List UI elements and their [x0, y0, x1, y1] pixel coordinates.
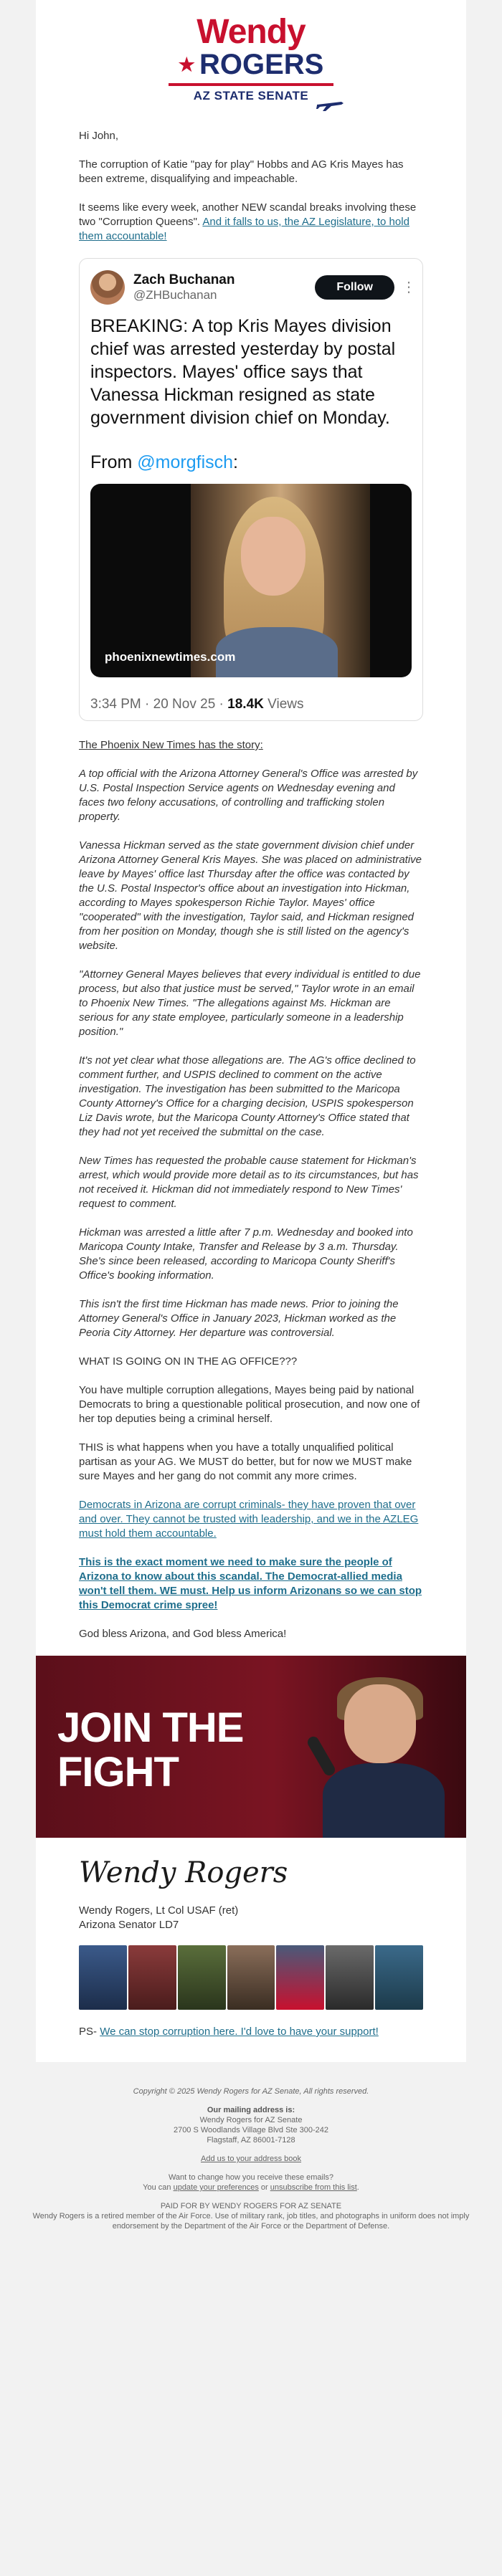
signer-title: Arizona Senator LD7	[79, 1919, 179, 1931]
from-handle-link[interactable]: @morgfisch	[137, 452, 234, 472]
speaker-photo	[308, 1677, 452, 1838]
banner-line-1: JOIN THE	[57, 1704, 244, 1751]
address-line: 2700 S Woodlands Village Blvd Ste 300-242	[173, 2126, 329, 2134]
democrats-corrupt-link[interactable]: Democrats in Arizona are corrupt criminals- they have proven that over and over. They cannot be trusted with leadership, and we in the AZLEG must hold them accountable.	[79, 1499, 419, 1540]
update-preferences-link[interactable]: update your preferences	[173, 2183, 259, 2192]
story-paragraph: It's not yet clear what those allegations are. The AG's office declined to comment further, and USPIS declined to comment on the active investigation. The investigation has been submitted to the Maricopa County Attorney's Office for a charging decision, USPIS spokesperson Liz Davis wrote, but the Maricopa County Attorney's Office stated that they had not yet received the submittal on the case.	[79, 1054, 416, 1138]
photo-thumbnail	[128, 1945, 176, 2010]
join-the-fight-banner[interactable]	[36, 1656, 466, 1838]
photo-thumbnail	[227, 1945, 275, 2010]
photo-strip	[79, 1945, 423, 2010]
change-question: Want to change how you receive these emails?	[168, 2173, 334, 2182]
follow-button[interactable]: Follow	[315, 275, 394, 300]
body-paragraph: THIS is what happens when you have a totally unqualified political partisan as your AG. We MUST do better, but for now we MUST make sure Mayes and her gang do not commit any more crimes.	[79, 1441, 412, 1482]
wendy-rogers-logo	[158, 14, 344, 115]
email-body	[36, 129, 466, 1641]
support-link[interactable]: We can stop corruption here. I'd love to have your support!	[100, 2026, 379, 2038]
story-paragraph: Hickman was arrested a little after 7 p.m. Wednesday and booked into Maricopa County Intake, Transfer and Release by 3 a.m. Thursday. She's since been released, according to Maricopa County Sheriff's Office's booking information.	[79, 1226, 413, 1282]
tweet-author-handle[interactable]: @ZHBuchanan	[133, 288, 217, 302]
intro-paragraph-2: It seems like every week, another NEW scandal breaks involving these two "Corruption Queens". And it falls to us, the AZ Legislature, to hold them accountable!	[79, 201, 417, 242]
signature-block	[36, 1838, 466, 1932]
unsubscribe-link[interactable]: unsubscribe from this list	[270, 2183, 357, 2192]
body-paragraph: WHAT IS GOING ON IN THE AG OFFICE???	[79, 1355, 298, 1368]
tweet-author-name[interactable]: Zach Buchanan	[133, 272, 235, 287]
logo-tagline: AZ STATE SENATE	[193, 89, 309, 102]
copyright: Copyright © 2025 Wendy Rogers for AZ Senate, All rights reserved.	[133, 2087, 369, 2096]
add-address-book-link[interactable]: Add us to your address book	[200, 2155, 302, 2163]
handwritten-signature: Wendy Rogers	[79, 1856, 288, 1889]
email-container	[36, 0, 466, 2062]
avatar[interactable]	[90, 270, 125, 305]
inform-arizonans-link[interactable]: This is the exact moment we need to make sure the people of Arizona to know about this scandal. The Democrat-allied media won't tell them. WE must. Help us inform Arizonans so we can stop this Democrat crime spree!	[79, 1556, 422, 1611]
military-disclaimer: Wendy Rogers is a retired member of the Air Force. Use of military rank, job titles, and photographs in uniform does not imply endorsement by the Department of the Air Force or the Department of Defense.	[32, 2212, 470, 2231]
tweet-timestamp[interactable]: 3:34 PM · 20 Nov 25 ·	[90, 697, 228, 712]
tweet-meta: 3:34 PM · 20 Nov 25 · 18.4K Views	[90, 697, 304, 712]
body-paragraph: You have multiple corruption allegations, Mayes being paid by national Democrats to bring a questionable political prosecution, and now one of her top deputies being a criminal herself.	[79, 1384, 420, 1425]
logo-name-first: Wendy	[196, 13, 306, 51]
photo-thumbnail	[375, 1945, 423, 2010]
photo-thumbnail	[79, 1945, 127, 2010]
photo-thumbnail	[178, 1945, 226, 2010]
more-icon[interactable]: ⋮	[402, 280, 416, 295]
story-paragraph: "Attorney General Mayes believes that every individual is entitled to due process, but also that justice must be served," Taylor wrote in an email to Phoenix New Times. "The allegations against Ms. Hickman are serious for any state employee, particularly someone in a leadership position."	[79, 968, 421, 1038]
postscript: PS- We can stop corruption here. I'd love to have your support!	[79, 2026, 379, 2038]
story-title: The Phoenix New Times has the story:	[79, 739, 263, 751]
story-paragraph: Vanessa Hickman served as the state government division chief under Arizona Attorney General Kris Mayes. She was placed on administrative leave by Mayes' office last Thursday after the office was contacted by the U.S. Postal Inspector's office about an investigation into Hickman, according to Mayes spokesperson Richie Taylor. Mayes' office "cooperated" with the investigation, Taylor said, and Hickman resigned from her position on Monday, though she is still listed on the agency's website.	[79, 839, 422, 952]
news-story	[79, 738, 423, 1340]
star-icon: ★	[178, 54, 195, 75]
closing-line: God bless Arizona, and God bless America!	[79, 1628, 287, 1640]
story-paragraph: This isn't the first time Hickman has made news. Prior to joining the Attorney General's Office in January 2023, Hickman worked as the Peoria City Attorney. Her departure was controversial.	[79, 1298, 399, 1339]
email-header	[36, 0, 466, 129]
tweet-views-count: 18.4K	[227, 697, 264, 712]
story-paragraph: A top official with the Arizona Attorney General's Office was arrested by U.S. Postal Inspection Service agents on Wednesday evening and faces two felony accusations, of controlling and trafficking stolen property.	[79, 768, 418, 823]
logo-name-last: ROGERS	[199, 49, 324, 80]
microphone-icon	[306, 1735, 337, 1778]
signer-name: Wendy Rogers, Lt Col USAF (ret)	[79, 1904, 239, 1917]
embedded-tweet[interactable]	[79, 258, 423, 721]
airplane-icon	[316, 96, 344, 112]
address-line: Wendy Rogers for AZ Senate	[199, 2116, 303, 2124]
tweet-image-caption: phoenixnewtimes.com	[105, 650, 236, 664]
email-footer: Copyright © 2025 Wendy Rogers for AZ Senate, All rights reserved. Our mailing address is: Wendy Rogers for AZ Senate 2700 S Woodlands Village Blvd Ste 300-242 Flagstaff, AZ 86001-7128 Add us to your address book Want to change how you receive these emails? You can update your preferences or unsubscribe from this list. PAID FOR BY WENDY ROGERS FOR AZ SENATE Wendy Rogers is a retired member of the Air Force. Use of military rank, job titles, and photographs in uniform does not imply endorsement by the Department of the Air Force or the Department of Defense.	[0, 2062, 502, 2269]
paid-for-by: PAID FOR BY WENDY ROGERS FOR AZ SENATE	[160, 2202, 342, 2210]
hold-accountable-link[interactable]: And it falls to us, the AZ Legislature, to hold them accountable!	[79, 216, 409, 242]
intro-paragraph-1: The corruption of Katie "pay for play" Hobbs and AG Kris Mayes has been extreme, disqualifying and impeachable.	[79, 158, 404, 185]
tweet-text: BREAKING: A top Kris Mayes division chief was arrested yesterday by postal inspectors. Mayes' office says that Vanessa Hickman resigned as state government division chief on Monday.	[90, 316, 396, 428]
photo-thumbnail	[276, 1945, 324, 2010]
mailing-address-label: Our mailing address is:	[207, 2106, 295, 2114]
photo-thumbnail	[326, 1945, 374, 2010]
address-line: Flagstaff, AZ 86001-7128	[207, 2136, 295, 2145]
story-paragraph: New Times has requested the probable cause statement for Hickman's arrest, which would provide more detail as to its circumstances, but has not received it. Hickman did not immediately respond to New Times' request to comment.	[79, 1155, 419, 1210]
tweet-image[interactable]	[90, 484, 412, 677]
banner-line-2: FIGHT	[57, 1749, 179, 1795]
greeting: Hi John,	[79, 130, 119, 142]
tweet-from-line: From @morgfisch:	[90, 452, 238, 472]
